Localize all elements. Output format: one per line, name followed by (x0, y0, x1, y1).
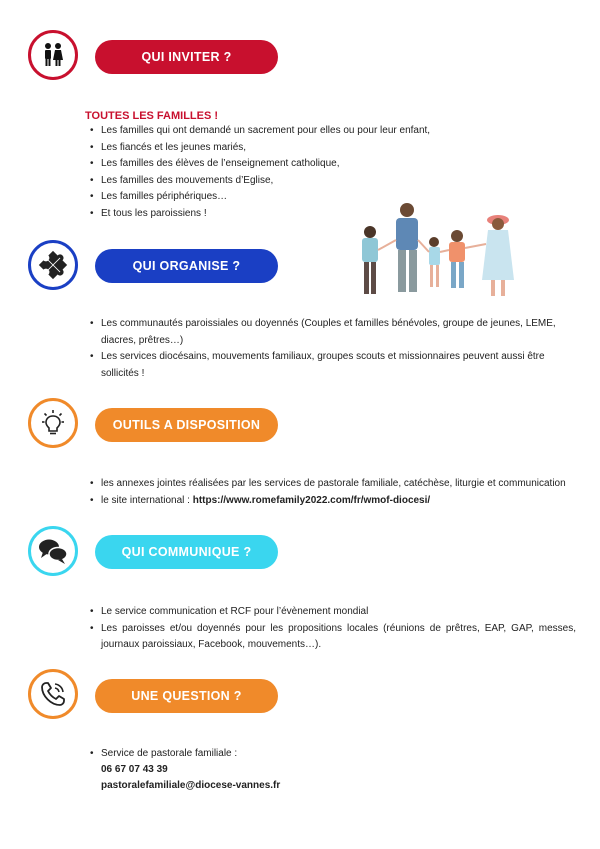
contact-email[interactable]: pastoralefamiliale@diocese-vannes.fr (101, 780, 281, 791)
list-item: • Les paroisses et/ou doyennés pour les propositions locales (réunions de prêtres, EAP, GAP, messes, journaux paroissiaux, Facebook, mouvements…). (90, 621, 576, 654)
communique-list (90, 604, 576, 654)
list-item: • Le service communication et RCF pour l’évènement mondial (90, 604, 576, 621)
list-item: • Les familles des élèves de l’enseignement catholique, (90, 156, 450, 173)
list-item: • Service de pastorale familiale : (90, 746, 390, 763)
list-item (90, 493, 580, 510)
section-icon-outils (28, 398, 78, 448)
section-title-question: UNE QUESTION ? (95, 679, 278, 713)
site-link[interactable]: https://www.romefamily2022.com/fr/wmof-diocesi/ (192, 494, 431, 506)
list-item: • Les services diocésains, mouvements familiaux, groupes scouts et missionnaires peuvent aussi être sollicités ! (90, 349, 565, 382)
list-item: • Les familles des mouvements d’Eglise, (90, 173, 450, 190)
outils-list (90, 476, 580, 509)
section-icon-invite (28, 30, 78, 80)
list-item: • Les familles périphériques… (90, 189, 450, 206)
phone-icon (38, 679, 68, 709)
list-item: • Les fiancés et les jeunes mariés, (90, 140, 450, 157)
section-title-organise: QUI ORGANISE ? (95, 249, 278, 283)
section-icon-organise (28, 240, 78, 290)
section-title-communique: QUI COMMUNIQUE ? (95, 535, 278, 569)
chat-bubbles-icon (37, 536, 69, 566)
question-list (90, 746, 390, 763)
section-title-invite: QUI INVITER ? (95, 40, 278, 74)
section-icon-communique (28, 526, 78, 576)
list-item: • les annexes jointes réalisées par les services de pastorale familiale, catéchèse, liturgie et communication (90, 476, 580, 493)
puzzle-icon (37, 249, 69, 281)
section-icon-question (28, 669, 78, 719)
lightbulb-icon (38, 408, 68, 438)
list-item: • Et tous les paroissiens ! (90, 206, 450, 223)
organise-list (90, 316, 565, 382)
family-icon (38, 40, 68, 70)
list-item: • Les familles qui ont demandé un sacrement pour elles ou pour leur enfant, (90, 123, 450, 140)
section-title-outils: OUTILS A DISPOSITION (95, 408, 278, 442)
contact-phone[interactable]: 06 67 07 43 39 (101, 764, 168, 775)
family-walking-illustration (352, 200, 532, 305)
invite-subtitle: TOUTES LES FAMILLES ! (85, 110, 219, 122)
site-label: le site international : (101, 494, 193, 506)
list-item: • Les communautés paroissiales ou doyennés (Couples et familles bénévoles, groupe de jeunes, LEME, diacres, prêtres…) (90, 316, 565, 349)
